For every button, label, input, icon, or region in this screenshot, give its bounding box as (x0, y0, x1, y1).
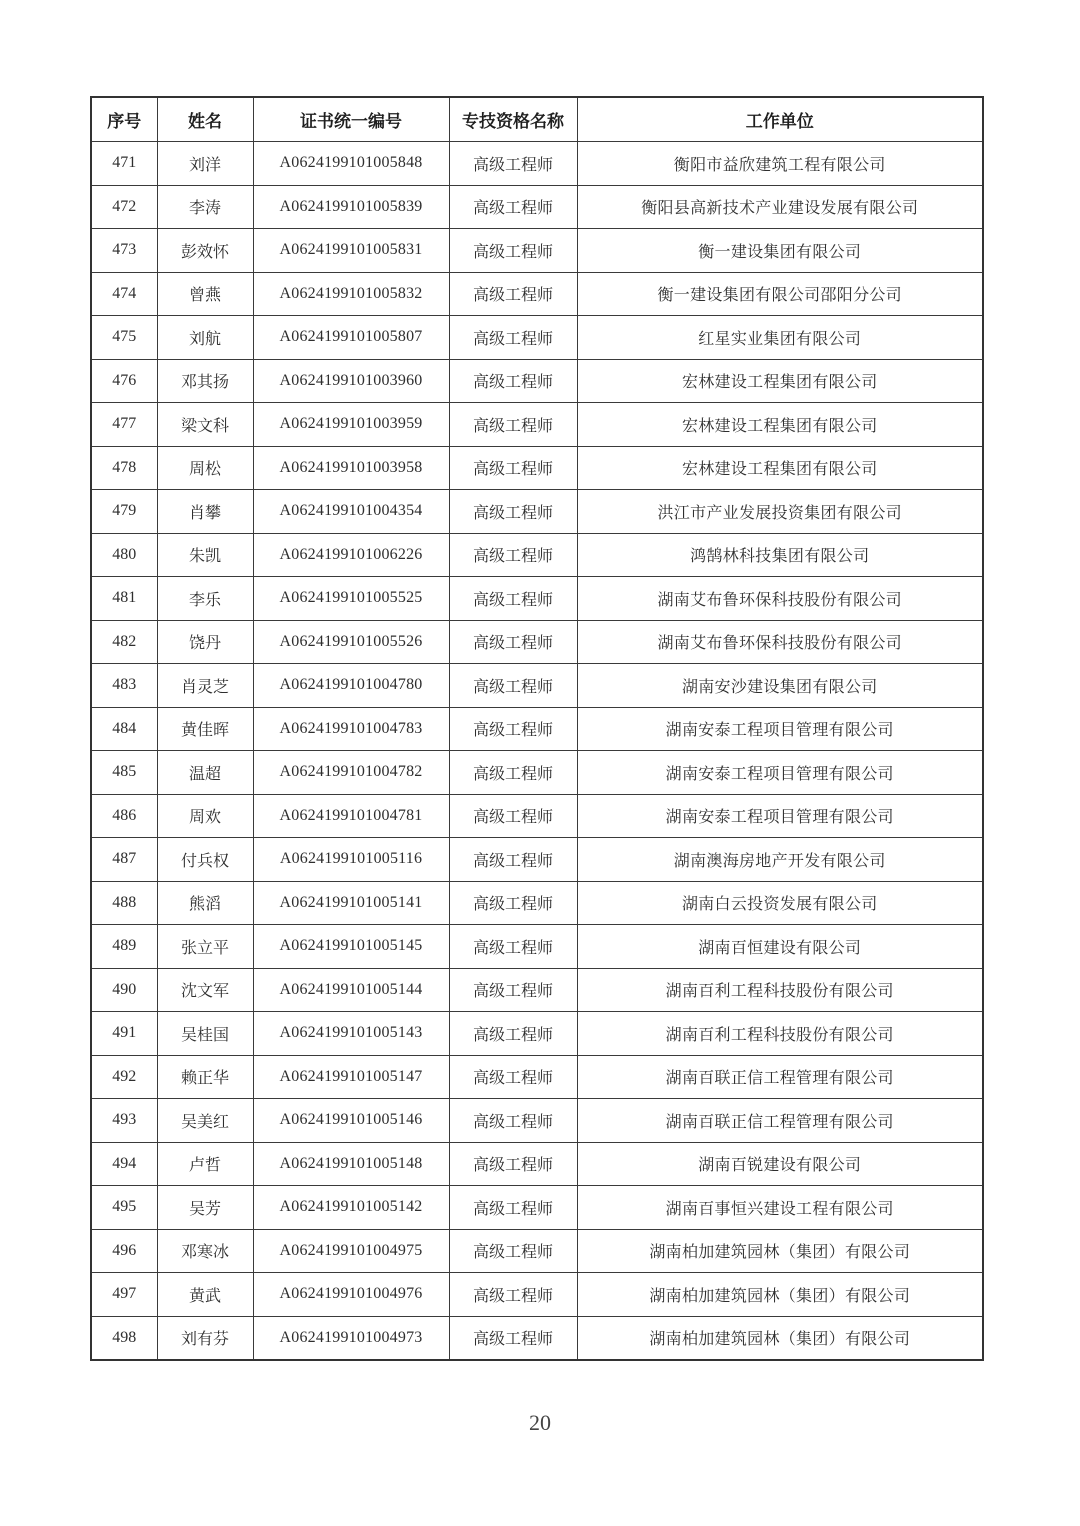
cell-work-unit: 湖南白云投资发展有限公司 (577, 881, 983, 925)
cell-certificate-number: A0624199101004781 (253, 794, 449, 838)
cell-qualification: 高级工程师 (449, 142, 577, 186)
cell-serial-number: 486 (91, 794, 157, 838)
table-row (91, 838, 983, 882)
table-body (91, 142, 983, 1361)
cell-qualification: 高级工程师 (449, 1316, 577, 1360)
cell-certificate-number: A0624199101004782 (253, 751, 449, 795)
header-name: 姓名 (157, 97, 253, 142)
table-row (91, 1316, 983, 1360)
cell-certificate-number: A0624199101005144 (253, 968, 449, 1012)
page-number: 20 (529, 1410, 551, 1435)
table-row (91, 1055, 983, 1099)
cell-work-unit: 湖南安沙建设集团有限公司 (577, 664, 983, 708)
table-row (91, 1229, 983, 1273)
table-row (91, 707, 983, 751)
cell-name: 刘有芬 (157, 1316, 253, 1360)
cell-name: 付兵权 (157, 838, 253, 882)
cell-certificate-number: A0624199101005526 (253, 620, 449, 664)
cell-certificate-number: A0624199101005145 (253, 925, 449, 969)
cell-name: 梁文科 (157, 403, 253, 447)
cell-name: 卢哲 (157, 1142, 253, 1186)
header-certificate-number: 证书统一编号 (253, 97, 449, 142)
cell-work-unit: 湖南安泰工程项目管理有限公司 (577, 751, 983, 795)
cell-name: 周松 (157, 446, 253, 490)
cell-work-unit: 湖南百联正信工程管理有限公司 (577, 1055, 983, 1099)
cell-work-unit: 湖南安泰工程项目管理有限公司 (577, 707, 983, 751)
cell-work-unit: 湖南百联正信工程管理有限公司 (577, 1099, 983, 1143)
cell-serial-number: 492 (91, 1055, 157, 1099)
cell-work-unit: 衡阳市益欣建筑工程有限公司 (577, 142, 983, 186)
cell-certificate-number: A0624199101005831 (253, 229, 449, 273)
cell-name: 曾燕 (157, 272, 253, 316)
cell-work-unit: 湖南百恒建设有限公司 (577, 925, 983, 969)
cell-qualification: 高级工程师 (449, 1012, 577, 1056)
table-row (91, 490, 983, 534)
cell-certificate-number: A0624199101005848 (253, 142, 449, 186)
cell-serial-number: 488 (91, 881, 157, 925)
cell-name: 吴芳 (157, 1186, 253, 1230)
table-row (91, 794, 983, 838)
cell-name: 邓其扬 (157, 359, 253, 403)
cell-qualification: 高级工程师 (449, 533, 577, 577)
cell-qualification: 高级工程师 (449, 881, 577, 925)
cell-qualification: 高级工程师 (449, 229, 577, 273)
cell-qualification: 高级工程师 (449, 620, 577, 664)
cell-serial-number: 473 (91, 229, 157, 273)
cell-serial-number: 476 (91, 359, 157, 403)
header-work-unit: 工作单位 (577, 97, 983, 142)
cell-work-unit: 湖南百事恒兴建设工程有限公司 (577, 1186, 983, 1230)
cell-serial-number: 480 (91, 533, 157, 577)
table-row (91, 751, 983, 795)
cell-certificate-number: A0624199101005147 (253, 1055, 449, 1099)
cell-work-unit: 衡阳县高新技术产业建设发展有限公司 (577, 185, 983, 229)
cell-certificate-number: A0624199101004354 (253, 490, 449, 534)
table-row (91, 968, 983, 1012)
cell-certificate-number: A0624199101005148 (253, 1142, 449, 1186)
cell-certificate-number: A0624199101005143 (253, 1012, 449, 1056)
cell-qualification: 高级工程师 (449, 185, 577, 229)
table-row (91, 142, 983, 186)
cell-qualification: 高级工程师 (449, 490, 577, 534)
cell-name: 张立平 (157, 925, 253, 969)
cell-serial-number: 474 (91, 272, 157, 316)
cell-name: 刘洋 (157, 142, 253, 186)
cell-serial-number: 493 (91, 1099, 157, 1143)
cell-serial-number: 490 (91, 968, 157, 1012)
cell-name: 黄武 (157, 1273, 253, 1317)
qualification-table (90, 96, 984, 1361)
cell-name: 朱凯 (157, 533, 253, 577)
cell-work-unit: 湖南澳海房地产开发有限公司 (577, 838, 983, 882)
cell-certificate-number: A0624199101004783 (253, 707, 449, 751)
cell-serial-number: 484 (91, 707, 157, 751)
table-row (91, 1273, 983, 1317)
cell-serial-number: 478 (91, 446, 157, 490)
cell-work-unit: 湖南百利工程科技股份有限公司 (577, 1012, 983, 1056)
cell-serial-number: 479 (91, 490, 157, 534)
cell-qualification: 高级工程师 (449, 359, 577, 403)
cell-name: 刘航 (157, 316, 253, 360)
cell-qualification: 高级工程师 (449, 1142, 577, 1186)
cell-name: 饶丹 (157, 620, 253, 664)
table-row (91, 403, 983, 447)
cell-qualification: 高级工程师 (449, 403, 577, 447)
cell-certificate-number: A0624199101006226 (253, 533, 449, 577)
cell-qualification: 高级工程师 (449, 446, 577, 490)
table-row (91, 881, 983, 925)
table-row (91, 1186, 983, 1230)
cell-serial-number: 495 (91, 1186, 157, 1230)
cell-name: 李乐 (157, 577, 253, 621)
table-row (91, 1142, 983, 1186)
table-row (91, 185, 983, 229)
cell-certificate-number: A0624199101005832 (253, 272, 449, 316)
cell-work-unit: 鸿鹄林科技集团有限公司 (577, 533, 983, 577)
table-row (91, 664, 983, 708)
cell-serial-number: 475 (91, 316, 157, 360)
cell-qualification: 高级工程师 (449, 272, 577, 316)
cell-qualification: 高级工程师 (449, 751, 577, 795)
cell-certificate-number: A0624199101003959 (253, 403, 449, 447)
cell-work-unit: 红星实业集团有限公司 (577, 316, 983, 360)
cell-serial-number: 487 (91, 838, 157, 882)
cell-serial-number: 483 (91, 664, 157, 708)
cell-serial-number: 496 (91, 1229, 157, 1273)
cell-name: 周欢 (157, 794, 253, 838)
cell-name: 李涛 (157, 185, 253, 229)
cell-certificate-number: A0624199101005807 (253, 316, 449, 360)
cell-work-unit: 湖南艾布鲁环保科技股份有限公司 (577, 577, 983, 621)
cell-work-unit: 湖南柏加建筑园林（集团）有限公司 (577, 1316, 983, 1360)
cell-work-unit: 湖南百利工程科技股份有限公司 (577, 968, 983, 1012)
cell-certificate-number: A0624199101005839 (253, 185, 449, 229)
cell-qualification: 高级工程师 (449, 1186, 577, 1230)
table-row (91, 577, 983, 621)
cell-qualification: 高级工程师 (449, 1099, 577, 1143)
cell-serial-number: 472 (91, 185, 157, 229)
cell-qualification: 高级工程师 (449, 577, 577, 621)
cell-qualification: 高级工程师 (449, 707, 577, 751)
cell-certificate-number: A0624199101005141 (253, 881, 449, 925)
header-serial-number: 序号 (91, 97, 157, 142)
cell-name: 邓寒冰 (157, 1229, 253, 1273)
cell-name: 吴美红 (157, 1099, 253, 1143)
cell-serial-number: 498 (91, 1316, 157, 1360)
cell-work-unit: 衡一建设集团有限公司邵阳分公司 (577, 272, 983, 316)
cell-name: 肖攀 (157, 490, 253, 534)
cell-name: 赖正华 (157, 1055, 253, 1099)
cell-qualification: 高级工程师 (449, 1055, 577, 1099)
cell-work-unit: 宏林建设工程集团有限公司 (577, 359, 983, 403)
cell-qualification: 高级工程师 (449, 664, 577, 708)
cell-serial-number: 482 (91, 620, 157, 664)
cell-name: 黄佳晖 (157, 707, 253, 751)
cell-certificate-number: A0624199101004975 (253, 1229, 449, 1273)
table-header-row (91, 97, 983, 142)
cell-work-unit: 湖南柏加建筑园林（集团）有限公司 (577, 1229, 983, 1273)
cell-serial-number: 497 (91, 1273, 157, 1317)
table-row (91, 446, 983, 490)
cell-certificate-number: A0624199101005116 (253, 838, 449, 882)
cell-qualification: 高级工程师 (449, 316, 577, 360)
cell-work-unit: 宏林建设工程集团有限公司 (577, 403, 983, 447)
table-row (91, 620, 983, 664)
table-row (91, 272, 983, 316)
cell-work-unit: 湖南柏加建筑园林（集团）有限公司 (577, 1273, 983, 1317)
table-row (91, 229, 983, 273)
cell-qualification: 高级工程师 (449, 1273, 577, 1317)
cell-certificate-number: A0624199101003958 (253, 446, 449, 490)
cell-certificate-number: A0624199101003960 (253, 359, 449, 403)
table-row (91, 1012, 983, 1056)
cell-certificate-number: A0624199101004973 (253, 1316, 449, 1360)
cell-serial-number: 489 (91, 925, 157, 969)
cell-certificate-number: A0624199101005146 (253, 1099, 449, 1143)
cell-certificate-number: A0624199101005142 (253, 1186, 449, 1230)
table-row (91, 316, 983, 360)
table-row (91, 925, 983, 969)
cell-work-unit: 洪江市产业发展投资集团有限公司 (577, 490, 983, 534)
cell-certificate-number: A0624199101004780 (253, 664, 449, 708)
cell-serial-number: 471 (91, 142, 157, 186)
cell-qualification: 高级工程师 (449, 968, 577, 1012)
cell-name: 沈文军 (157, 968, 253, 1012)
cell-work-unit: 衡一建设集团有限公司 (577, 229, 983, 273)
cell-work-unit: 宏林建设工程集团有限公司 (577, 446, 983, 490)
cell-certificate-number: A0624199101004976 (253, 1273, 449, 1317)
cell-work-unit: 湖南安泰工程项目管理有限公司 (577, 794, 983, 838)
cell-name: 熊滔 (157, 881, 253, 925)
cell-qualification: 高级工程师 (449, 794, 577, 838)
table-row (91, 533, 983, 577)
header-qualification: 专技资格名称 (449, 97, 577, 142)
table-row (91, 359, 983, 403)
cell-certificate-number: A0624199101005525 (253, 577, 449, 621)
cell-qualification: 高级工程师 (449, 838, 577, 882)
table-row (91, 1099, 983, 1143)
cell-qualification: 高级工程师 (449, 1229, 577, 1273)
cell-qualification: 高级工程师 (449, 925, 577, 969)
cell-serial-number: 491 (91, 1012, 157, 1056)
cell-name: 吴桂国 (157, 1012, 253, 1056)
cell-name: 温超 (157, 751, 253, 795)
cell-name: 肖灵芝 (157, 664, 253, 708)
cell-serial-number: 494 (91, 1142, 157, 1186)
cell-work-unit: 湖南百锐建设有限公司 (577, 1142, 983, 1186)
cell-serial-number: 481 (91, 577, 157, 621)
cell-name: 彭效怀 (157, 229, 253, 273)
cell-serial-number: 485 (91, 751, 157, 795)
cell-serial-number: 477 (91, 403, 157, 447)
cell-work-unit: 湖南艾布鲁环保科技股份有限公司 (577, 620, 983, 664)
